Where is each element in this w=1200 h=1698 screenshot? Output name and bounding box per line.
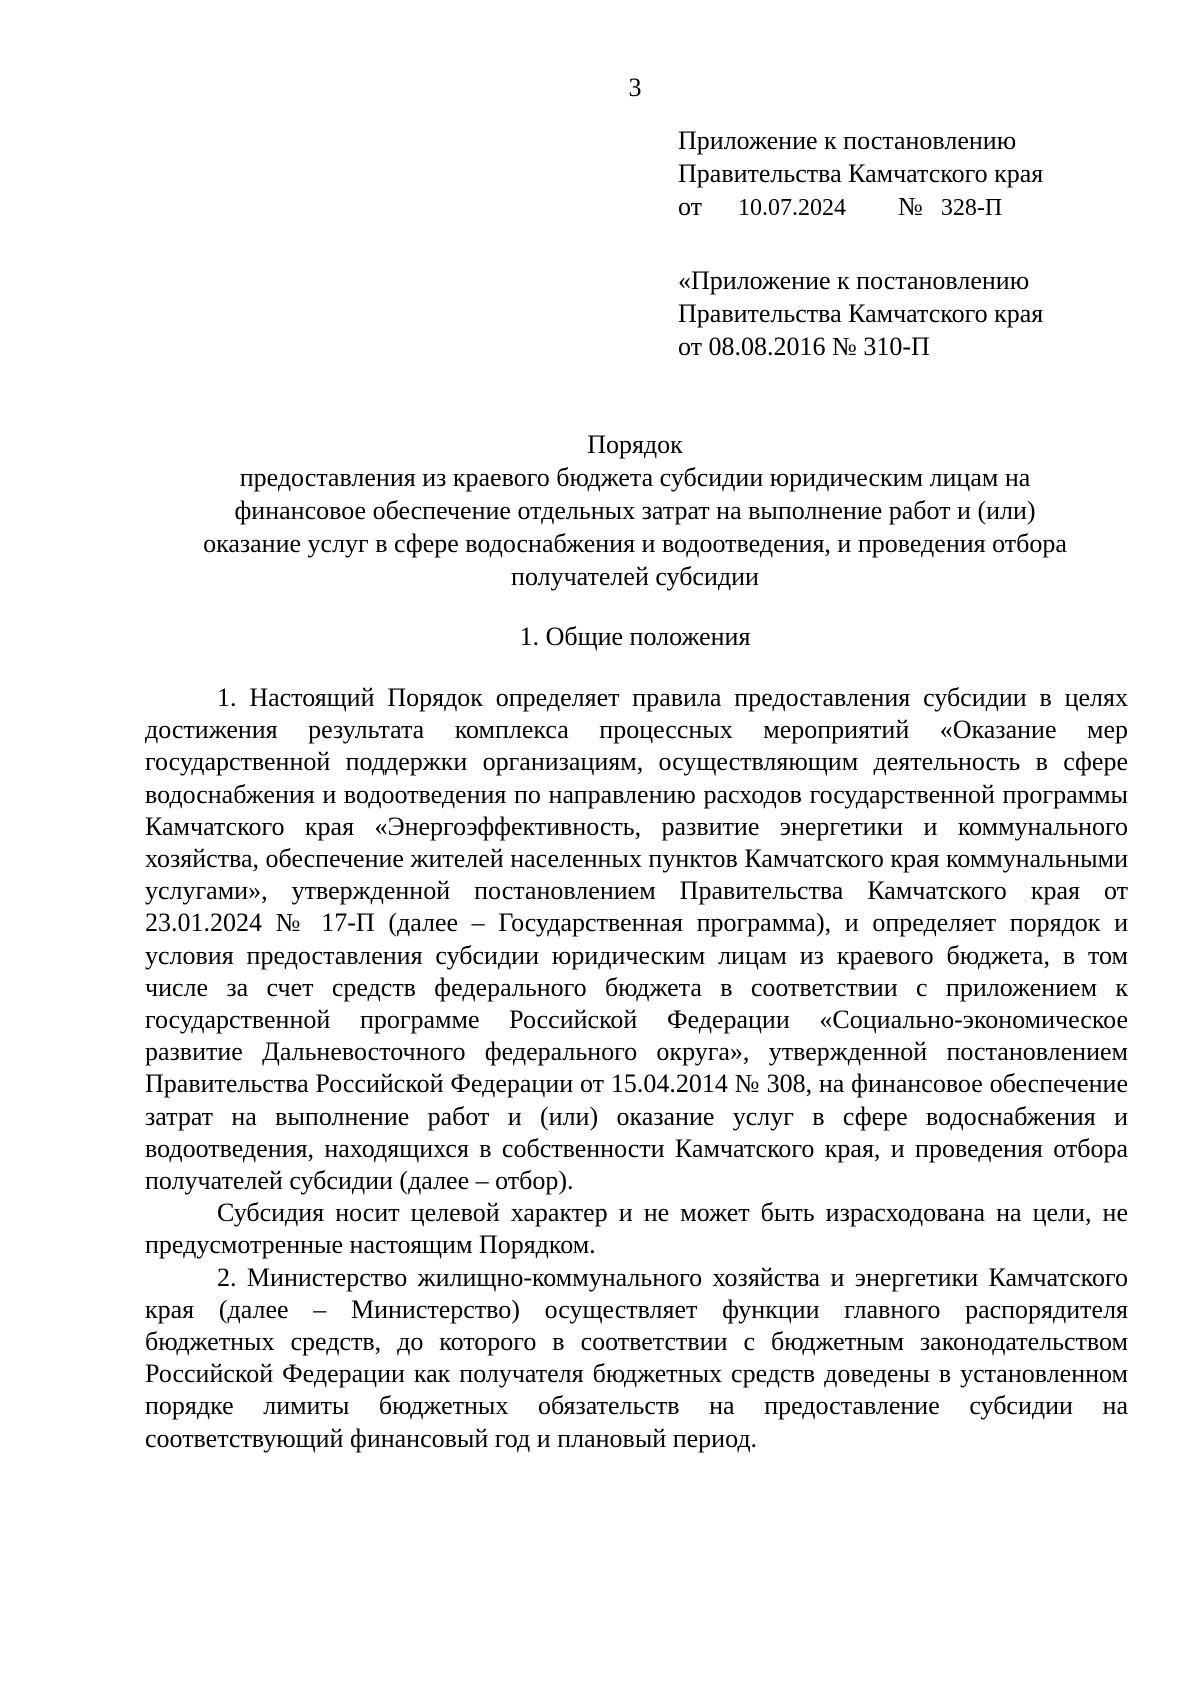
approval-previous-line2: Правительства Камчатского края — [678, 299, 1044, 328]
page-number: 3 — [628, 73, 642, 102]
approval-stamp-previous — [678, 264, 1118, 363]
approval-current-line3 — [678, 190, 1118, 225]
document-title-line4: получателей субсидии — [511, 562, 759, 591]
section-heading: 1. Общие положения — [519, 622, 751, 651]
approval-number-sign: № — [898, 192, 923, 221]
approval-previous-line3: от 08.08.2016 № 310-П — [678, 332, 930, 361]
paragraph-2: Субсидия носит целевой характер и не может быть израсходована на цели, не предусмотренные настоящим Порядком. — [145, 1198, 1128, 1260]
document-body — [145, 682, 1128, 1455]
approval-previous-line1: «Приложение к постановлению — [678, 266, 1030, 295]
approval-from-label: от — [678, 192, 703, 221]
document-title — [130, 428, 1140, 593]
document-title-line1: предоставления из краевого бюджета субсидии юридическим лицам на — [239, 463, 1031, 492]
approval-number: 328-П — [940, 195, 1003, 221]
approval-stamp-current — [678, 124, 1118, 225]
document-title-line3: оказание услуг в сфере водоснабжения и водоотведения, и проведения отбора — [203, 529, 1067, 558]
document-title-line2: финансовое обеспечение отдельных затрат на выполнение работ и (или) — [234, 496, 1036, 525]
paragraph-3: 2. Министерство жилищно-коммунального хозяйства и энергетики Камчатского края (далее – Министерство) осуществляет функции главного распорядителя бюджетных средств, до которого в соответствии с бюджетным законодательством Российской Федерации как получателя бюджетных средств доведены в установленном порядке лимиты бюджетных обязательств на предоставление субсидии на соответствующий финансовый год и плановый период. — [145, 1262, 1128, 1453]
document-title-heading: Порядок — [587, 430, 683, 459]
approval-date: 10.07.2024 — [738, 195, 847, 221]
paragraph-1: 1. Настоящий Порядок определяет правила предоставления субсидии в целях достижения результата комплекса процессных мероприятий «Оказание мер государственной поддержки организациям, осуществляющим деятельность в сфере водоснабжения и водоотведения по направлению расходов государственной программы Камчатского края «Энергоэффективность, развитие энергетики и коммунального хозяйства, обеспечение жителей населенных пунктов Камчатского края коммунальными услугами», утвержденной постановлением Правительства Камчатского края от 23.01.2024 № 17-П (далее – Государственная программа), и определяет порядок и условия предоставления субсидии юридическим лицам из краевого бюджета, в том числе за счет средств федерального бюджета в соответствии с приложением к государственной программе Российской Федерации «Социально-экономическое развитие Дальневосточного федерального округа», утвержденной постановлением Правительства Российской Федерации от 15.04.2014 № 308, на финансовое обеспечение затрат на выполнение работ и (или) оказание услуг в сфере водоснабжения и водоотведения, находящихся в собственности Камчатского края, и проведения отбора получателей субсидии (далее – отбор). — [145, 683, 1128, 1196]
approval-current-line2: Правительства Камчатского края — [678, 159, 1044, 188]
approval-current-line1: Приложение к постановлению — [678, 126, 1017, 155]
